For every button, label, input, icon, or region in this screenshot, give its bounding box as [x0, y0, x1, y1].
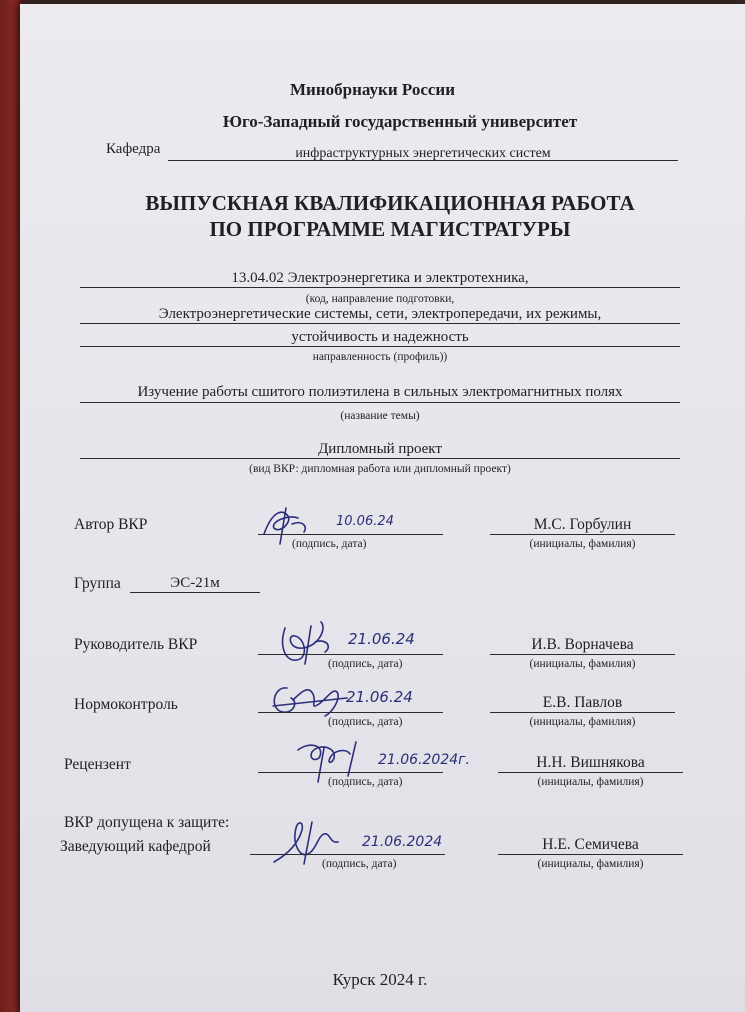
- department-label: Кафедра: [106, 141, 161, 157]
- department-value: инфраструктурных энергетических систем: [295, 146, 551, 161]
- head-name-underline: [498, 854, 683, 855]
- place-year: Курск 2024 г.: [332, 970, 428, 989]
- author-sig-caption: (подпись, дата): [292, 538, 367, 550]
- reviewer-label: Рецензент: [64, 756, 131, 773]
- normcontrol-date: 21.06.24: [346, 688, 413, 706]
- author-date: 10.06.24: [336, 514, 394, 529]
- document-title: [110, 190, 670, 242]
- author-name-underline: [490, 534, 675, 535]
- supervisor-date: 21.06.24: [348, 630, 415, 648]
- profile-underline-1: [80, 323, 680, 324]
- reviewer-sig-underline: [258, 772, 443, 773]
- supervisor-sig-underline: [258, 654, 443, 655]
- author-sig-underline: [258, 534, 443, 535]
- head-name-caption: (инициалы, фамилия): [537, 858, 644, 870]
- supervisor-name-underline: [490, 654, 675, 655]
- author-name: М.С. Горбулин: [533, 516, 632, 533]
- title-line-2: ПО ПРОГРАММЕ МАГИСТРАТУРЫ: [209, 217, 571, 241]
- head-sig-underline: [250, 854, 445, 855]
- admission-label: ВКР допущена к защите:: [64, 814, 230, 831]
- normcontrol-name: Е.В. Павлов: [542, 694, 623, 711]
- supervisor-sig-caption: (подпись, дата): [328, 658, 403, 670]
- profile-line-1: Электроэнергетические системы, сети, электропередачи, их режимы,: [158, 306, 602, 322]
- reviewer-date: 21.06.2024г.: [378, 752, 470, 768]
- reviewer-name-underline: [498, 772, 683, 773]
- supervisor-name: И.В. Ворначева: [531, 636, 634, 653]
- admission-date: 21.06.2024: [362, 834, 443, 850]
- head-sig-caption: (подпись, дата): [322, 858, 397, 870]
- supervisor-name-caption: (инициалы, фамилия): [529, 658, 636, 670]
- normcontrol-name-caption: (инициалы, фамилия): [529, 716, 636, 728]
- group-value: ЭС-21м: [170, 575, 220, 591]
- normcontrol-name-underline: [490, 712, 675, 713]
- head-of-department-label: Заведующий кафедрой: [60, 838, 211, 855]
- ministry-heading: Минобрнауки России: [290, 80, 456, 99]
- reviewer-sig-caption: (подпись, дата): [328, 776, 403, 788]
- topic-caption: (название темы): [340, 410, 420, 422]
- title-line-1: ВЫПУСКНАЯ КВАЛИФИКАЦИОННАЯ РАБОТА: [145, 191, 635, 215]
- reviewer-name-caption: (инициалы, фамилия): [537, 776, 644, 788]
- university-heading: Юго-Западный государственный университет: [222, 112, 578, 131]
- author-name-caption: (инициалы, фамилия): [529, 538, 636, 550]
- direction-code: 13.04.02 Электроэнергетика и электротехника,: [231, 270, 529, 286]
- group-label: Группа: [74, 575, 121, 592]
- profile-underline-2: [80, 346, 680, 347]
- normcontrol-label: Нормоконтроль: [74, 696, 178, 713]
- normcontrol-sig-caption: (подпись, дата): [328, 716, 403, 728]
- work-type-caption: (вид ВКР: дипломная работа или дипломный проект): [249, 463, 511, 475]
- work-type-underline: [80, 458, 680, 459]
- group-underline: [130, 592, 260, 593]
- topic-value: Изучение работы сшитого полиэтилена в сильных электромагнитных полях: [137, 384, 623, 400]
- normcontrol-sig-underline: [258, 712, 443, 713]
- supervisor-label: Руководитель ВКР: [74, 636, 198, 653]
- direction-underline: [80, 287, 680, 288]
- title-page-sheet: [20, 4, 745, 1012]
- direction-caption: (код, направление подготовки,: [305, 293, 455, 305]
- profile-caption: направленность (профиль)): [312, 351, 448, 363]
- author-label: Автор ВКР: [74, 516, 148, 533]
- profile-line-2: устойчивость и надежность: [291, 329, 469, 345]
- topic-underline: [80, 402, 680, 403]
- reviewer-name: Н.Н. Вишнякова: [536, 754, 645, 771]
- work-type-value: Дипломный проект: [318, 441, 442, 457]
- head-name: Н.Е. Семичева: [542, 836, 639, 853]
